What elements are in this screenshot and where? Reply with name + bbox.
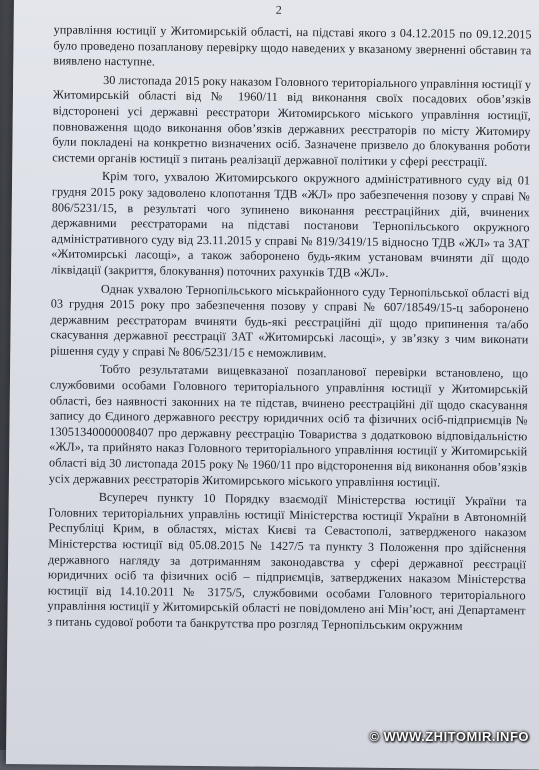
document-sheet <box>6 0 539 770</box>
paragraph: Всупереч пункту 10 Порядку взаємодії Міністерства юстиції України та Головних територіальних управлінь юстиції Міністерства юстиції України в Автономній Республіці Крим, в областях, містах Києві та Севастополі, затвердженого наказом Міністерства юстиції від 05.08.2015 № 1427/5 та пункту 3 Положення про здійснення державного нагляду за дотриманням законодавства у сфері державної реєстрації юридичних осіб та фізичних осіб – підприємців, затверджених наказом Міністерства юстиції від 14.10.2011 № 3175/5, службовими особами Головного територіального управління юстиції у Житомирській області не повідомлено ані Мін’юст, ані Департамент з питань судової роботи та банкрутства про розгляд Тернопільським окружним <box>47 490 527 633</box>
paragraph: Однак ухвалою Тернопільського міськрайонного суду Тернопільської області від 03 грудня 2015 року про забезпечення позову у справі № 607/18549/15-ц заборонено державним реєстраторам вчиняти будь-які реєстраційні дії щодо припинення та/або скасування державної реєстрації ЗАТ «Житомирські ласощі», у зв’язку з чим виконати рішення суду у справі № 806/5231/15 є неможливим. <box>50 281 529 361</box>
paragraph: Крім того, ухвалою Житомирського окружного адміністративного суду від 01 грудня 2015 року задоволено клопотання ТДВ «ЖЛ» про забезпечення позову у справі № 806/5231/15, в результаті чого зупинено виконання реєстраційних дій, вчинених державними реєстраторами на підставі постанови Тернопільського окружного адміністративного суду від 23.11.2015 у справі № 819/3419/15 відносно ТДВ «ЖЛ» та ЗАТ «Житомирські ласощі», а також заборонено будь-яким установам вчиняти дії щодо ліквідації (закриття, блокування) поточних рахунків ТДВ «ЖЛ». <box>51 169 531 280</box>
site-watermark: © WWW.ZHITOMIR.INFO <box>369 729 529 744</box>
document-body <box>47 22 531 638</box>
paragraph: управління юстиції у Житомирській області, на підставі якого з 04.12.2015 по 09.12.2015 було проведено позапланову перевірку щодо наведених у вказаному зверненні обставин та виявлено наступне. <box>53 22 532 69</box>
page-number: 2 <box>275 2 282 17</box>
paragraph: Тобто результатами вищевказаної позапланової перевірки встановлено, що службовими особами Головного територіального управління юстиції у Житомирській області, без наявності законних на те підстав, вчинено реєстраційні дії щодо скасування запису до Єдиного державного реєстру юридичних осіб та фізичних осіб-підприємців № 13051340000008407 про державну реєстрацію Товариства з додатковою відповідальністю «ЖЛ», та прийнято наказ Головного територіального управління юстиції у Житомирській області від 30 листопада 2015 року № 1960/11 про відсторонення від виконання обов’язків усіх державних реєстраторів Житомирського міського управління юстиції. <box>48 362 529 490</box>
paragraph: 30 листопада 2015 року наказом Головного територіального управління юстиції у Житомирській області від № 1960/11 від виконання своїх посадових обов’язків відсторонені усі державні реєстратори Житомирського міського управління юстиції, повноваження щодо виконання обов’язків державних реєстраторів по місту Житомиру були покладені на конкретно визначених осіб. Зазначене призвело до блокування роботи системи органів юстиції з питань реалізації державної політики у сфері реєстрації. <box>52 72 532 169</box>
